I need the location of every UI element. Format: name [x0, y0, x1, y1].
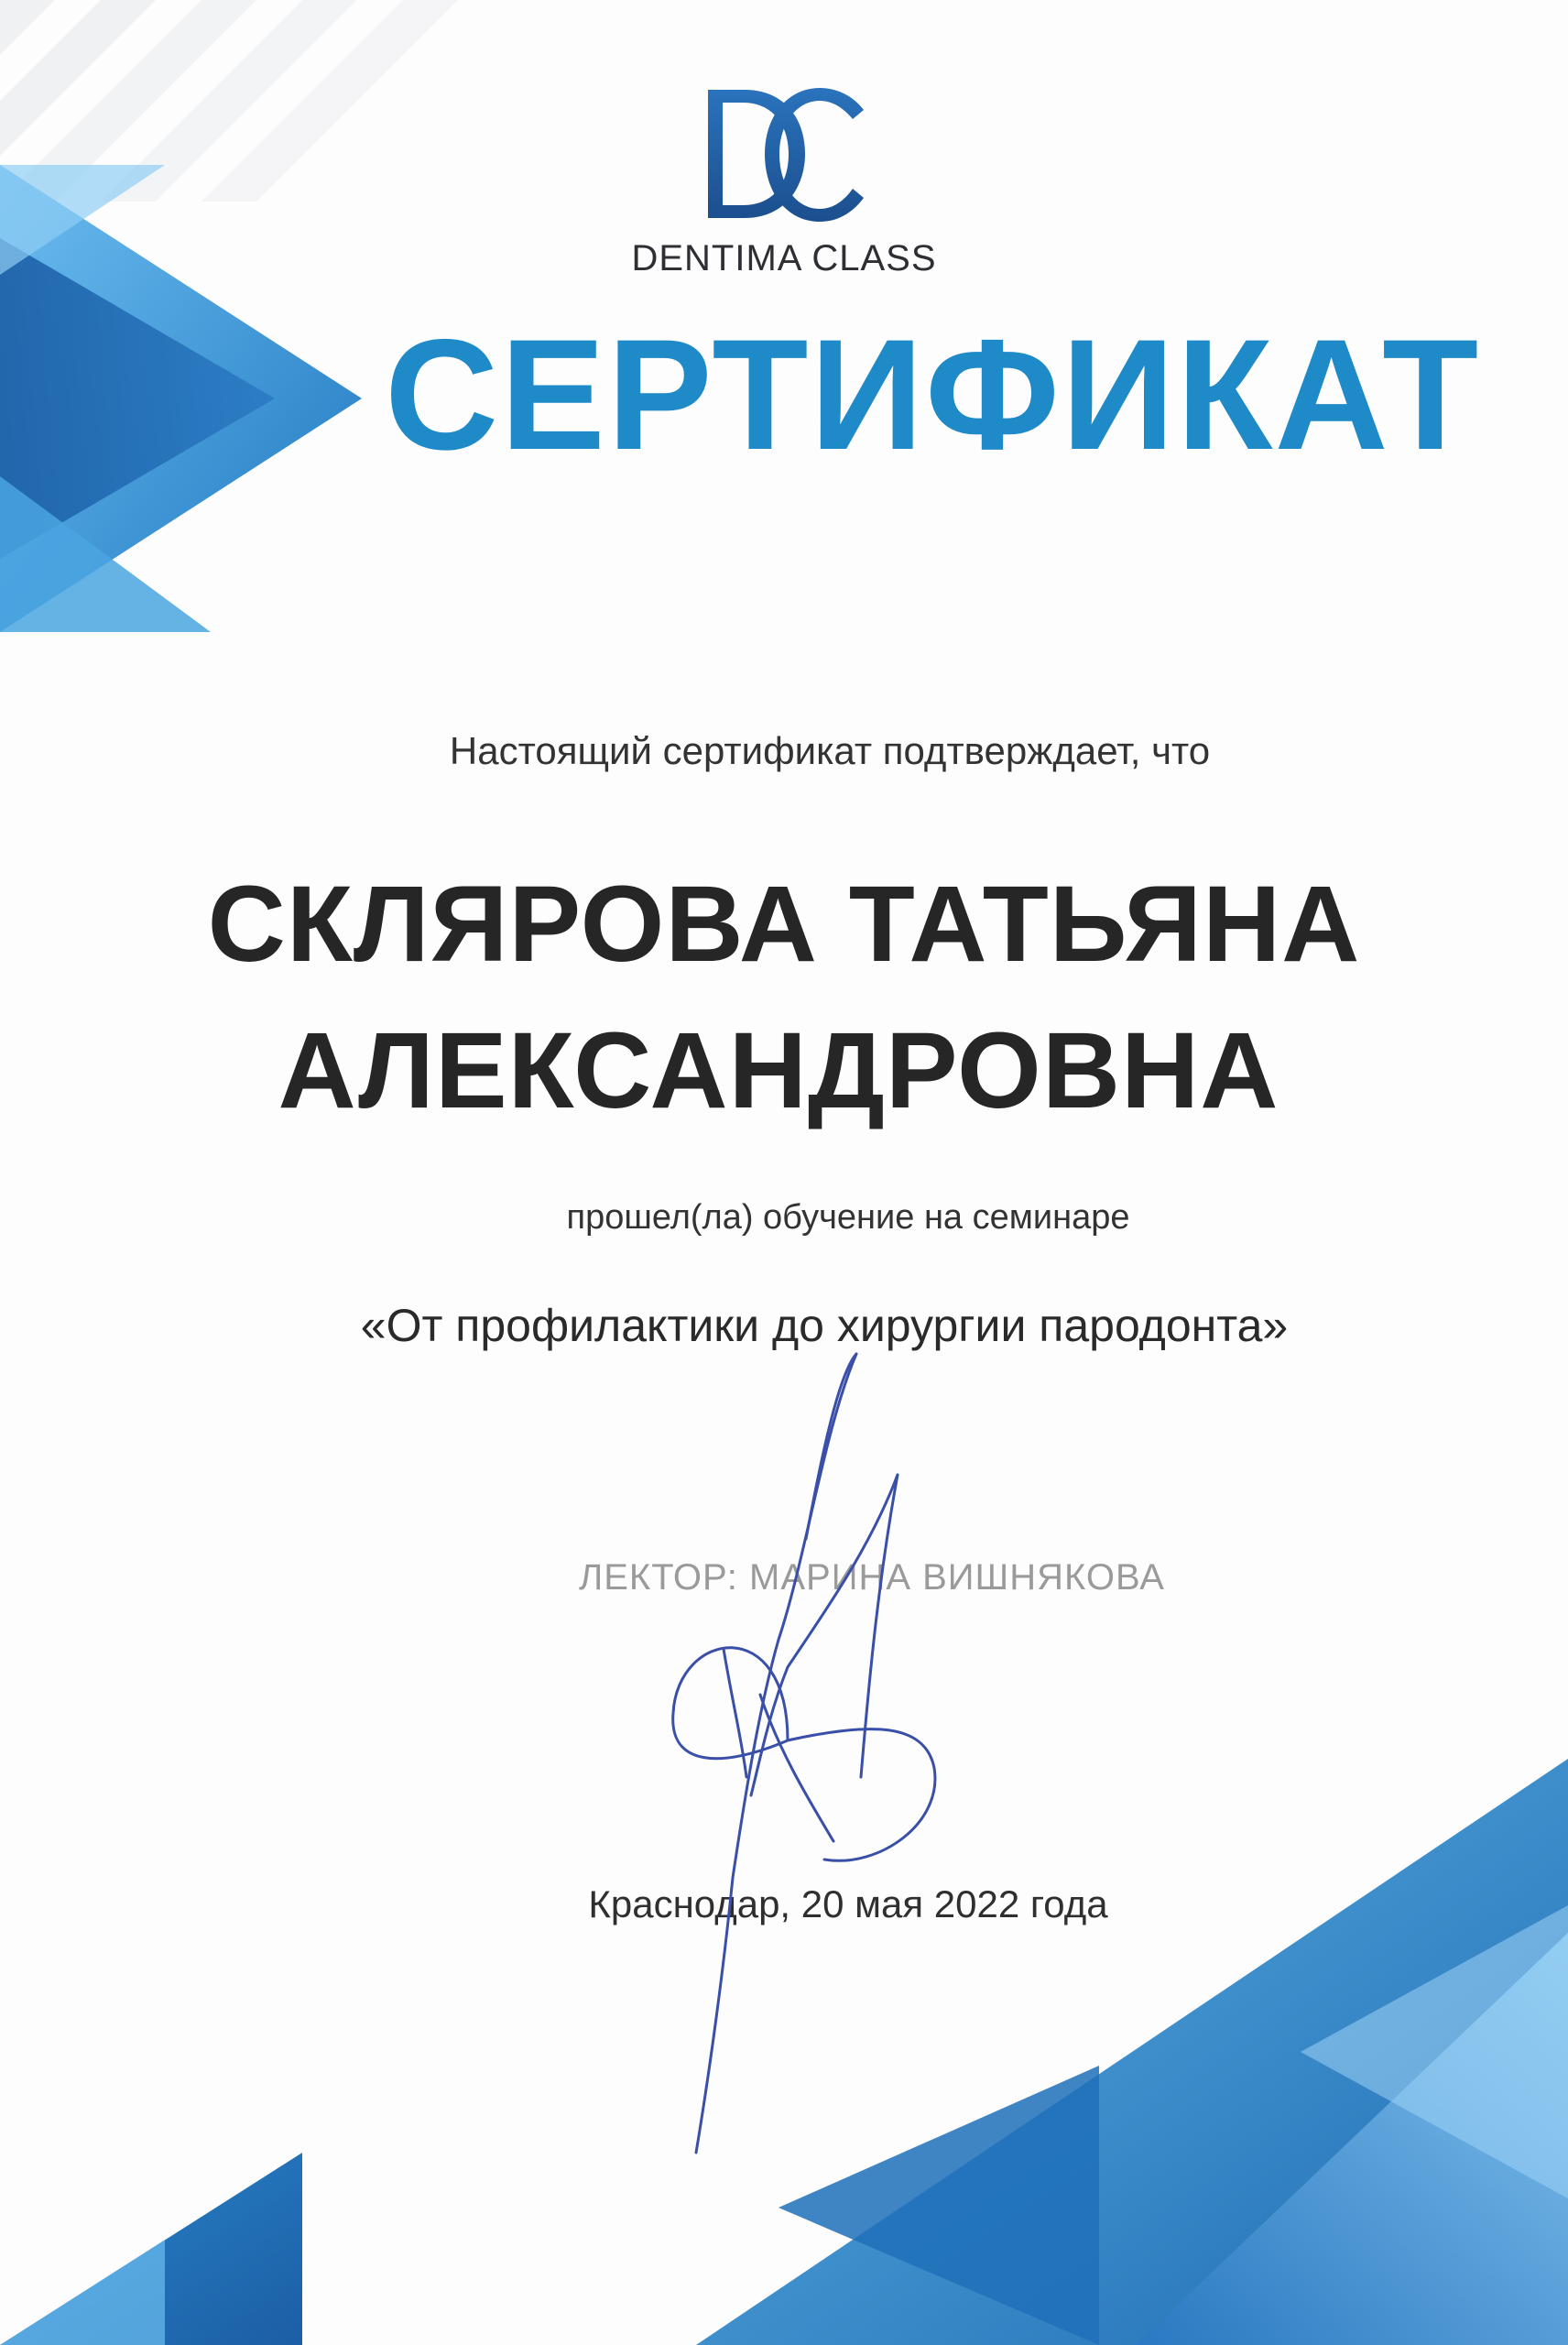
- seminar-title: «От профилактики до хирургии пародонта»: [360, 1300, 1289, 1351]
- dc-monogram-icon: [697, 82, 871, 229]
- intro-text: Настоящий сертификат подтверждает, что: [449, 729, 1211, 772]
- completion-text: прошел(ла) обучение на семинаре: [566, 1198, 1130, 1237]
- recipient-name-line-2: АЛЕКСАНДРОВНА: [278, 1010, 1279, 1131]
- brand-name: DENTIMA CLASS: [631, 238, 937, 278]
- bottom-left-light-triangle: [0, 2240, 165, 2345]
- city-date-line: Краснодар, 20 мая 2022 года: [588, 1882, 1108, 1925]
- certificate-title: СЕРТИФИКАТ: [385, 307, 1481, 483]
- recipient-name-line-1: СКЛЯРОВА ТАТЬЯНА: [207, 864, 1361, 985]
- brand-logo: [0, 82, 1568, 279]
- lecturer-line: ЛЕКТОР: МАРИНА ВИШНЯКОВА: [579, 1557, 1165, 1598]
